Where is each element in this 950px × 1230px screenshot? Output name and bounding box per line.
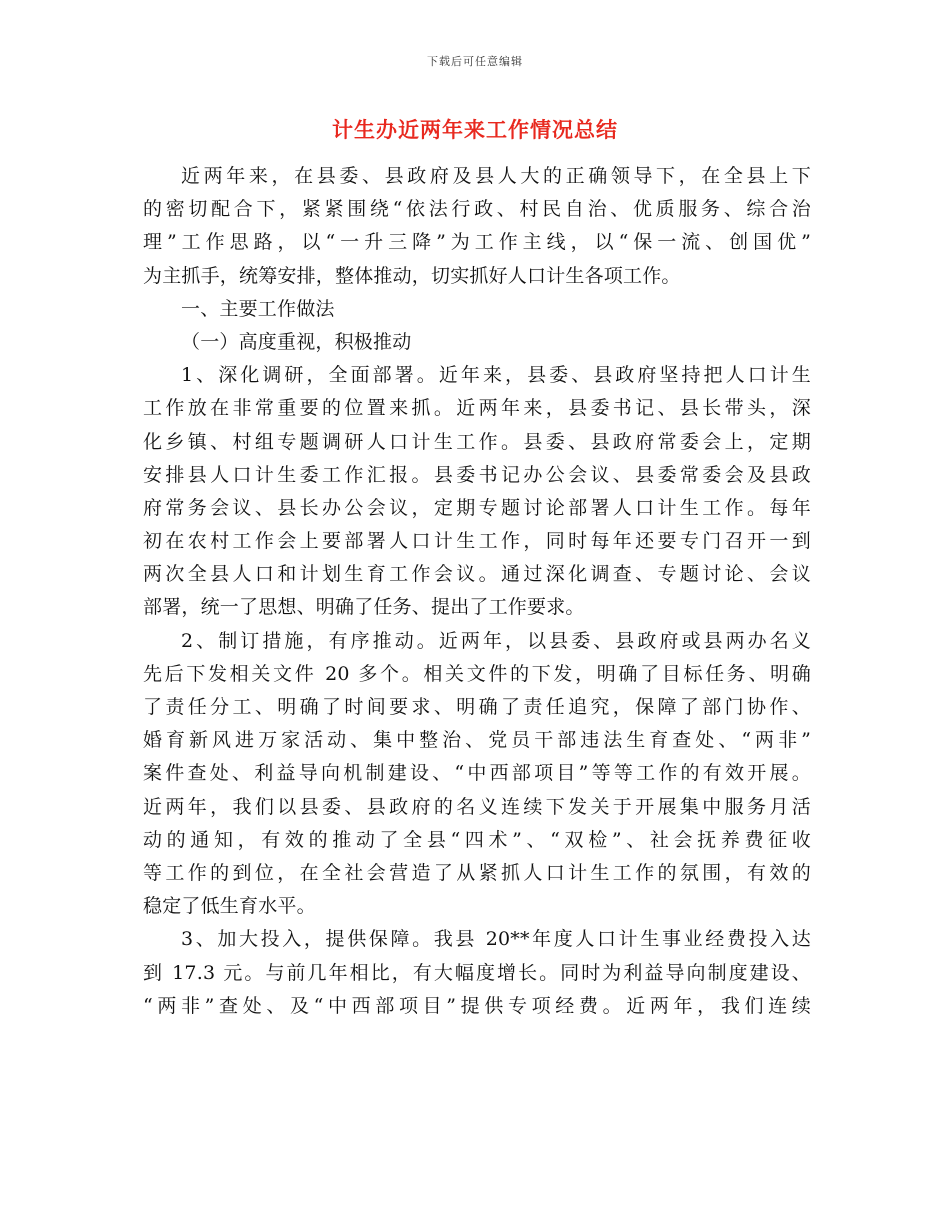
text-line: 初在农村工作会上要部署人口计生工作，同时每年还要专门召开一到 <box>143 530 811 553</box>
text-line: 2、制订措施，有序推动。近两年，以县委、县政府或县两办名义 <box>181 629 811 652</box>
text-line: 婚育新风进万家活动、集中整治、党员干部违法生育查处、“两非” <box>143 729 811 752</box>
text-line: 工作放在非常重要的位置来抓。近两年来，县委书记、县长带头，深 <box>143 397 811 420</box>
text-line: 部署，统一了思想、明确了任务、提出了工作要求。 <box>143 596 585 619</box>
text-line: 1、深化调研，全面部署。近年来，县委、县政府坚持把人口计生 <box>181 364 811 387</box>
text-line: 府常务会议、县长办公会议，定期专题讨论部署人口计生工作。每年 <box>143 496 811 519</box>
document-title: 计生办近两年来工作情况总结 <box>332 117 618 142</box>
text-line: 化乡镇、村组专题调研人口计生工作。县委、县政府常委会上，定期 <box>143 430 811 453</box>
text-line: 到 17.3 元。与前几年相比，有大幅度增长。同时为利益导向制度建设、 <box>143 961 811 984</box>
text-line: 稳定了低生育水平。 <box>143 895 316 918</box>
subsection-heading: （一）高度重视，积极推动 <box>181 330 412 353</box>
text-line: 动的通知，有效的推动了全县“四术”、“双检”、社会抚养费征收 <box>143 828 811 851</box>
text-line: 安排县人口计生委工作汇报。县委书记办公会议、县委常委会及县政 <box>143 463 811 486</box>
text-line: 先后下发相关文件 20 多个。相关文件的下发，明确了目标任务、明确 <box>143 662 811 685</box>
text-line: 两次全县人口和计划生育工作会议。通过深化调查、专题讨论、会议 <box>143 563 811 586</box>
text-line: 3、加大投入，提供保障。我县 20**年度人口计生事业经费投入达 <box>181 928 811 951</box>
header-note: 下载后可任意编辑 <box>427 55 523 68</box>
text-line: 了责任分工、明确了时间要求、明确了责任追究，保障了部门协作、 <box>143 696 811 718</box>
text-line: 案件查处、利益导向机制建设、“中西部项目”等等工作的有效开展。 <box>143 762 811 785</box>
document-body <box>143 160 811 1023</box>
text-line: 为主抓手，统筹安排，整体推动，切实抓好人口计生各项工作。 <box>143 264 681 287</box>
text-line: 的密切配合下，紧紧围绕“依法行政、村民自治、优质服务、综合治 <box>143 198 811 221</box>
text-line: 理”工作思路，以“一升三降”为工作主线，以“保一流、创国优” <box>143 231 811 254</box>
text-line: “两非”查处、及“中西部项目”提供专项经费。近两年，我们连续 <box>143 994 811 1017</box>
text-line: 等工作的到位，在全社会营造了从紧抓人口计生工作的氛围，有效的 <box>143 861 811 884</box>
text-line: 近两年，我们以县委、县政府的名义连续下发关于开展集中服务月活 <box>143 795 811 818</box>
section-heading: 一、主要工作做法 <box>181 297 335 320</box>
text-line: 近两年来，在县委、县政府及县人大的正确领导下，在全县上下 <box>181 165 811 187</box>
